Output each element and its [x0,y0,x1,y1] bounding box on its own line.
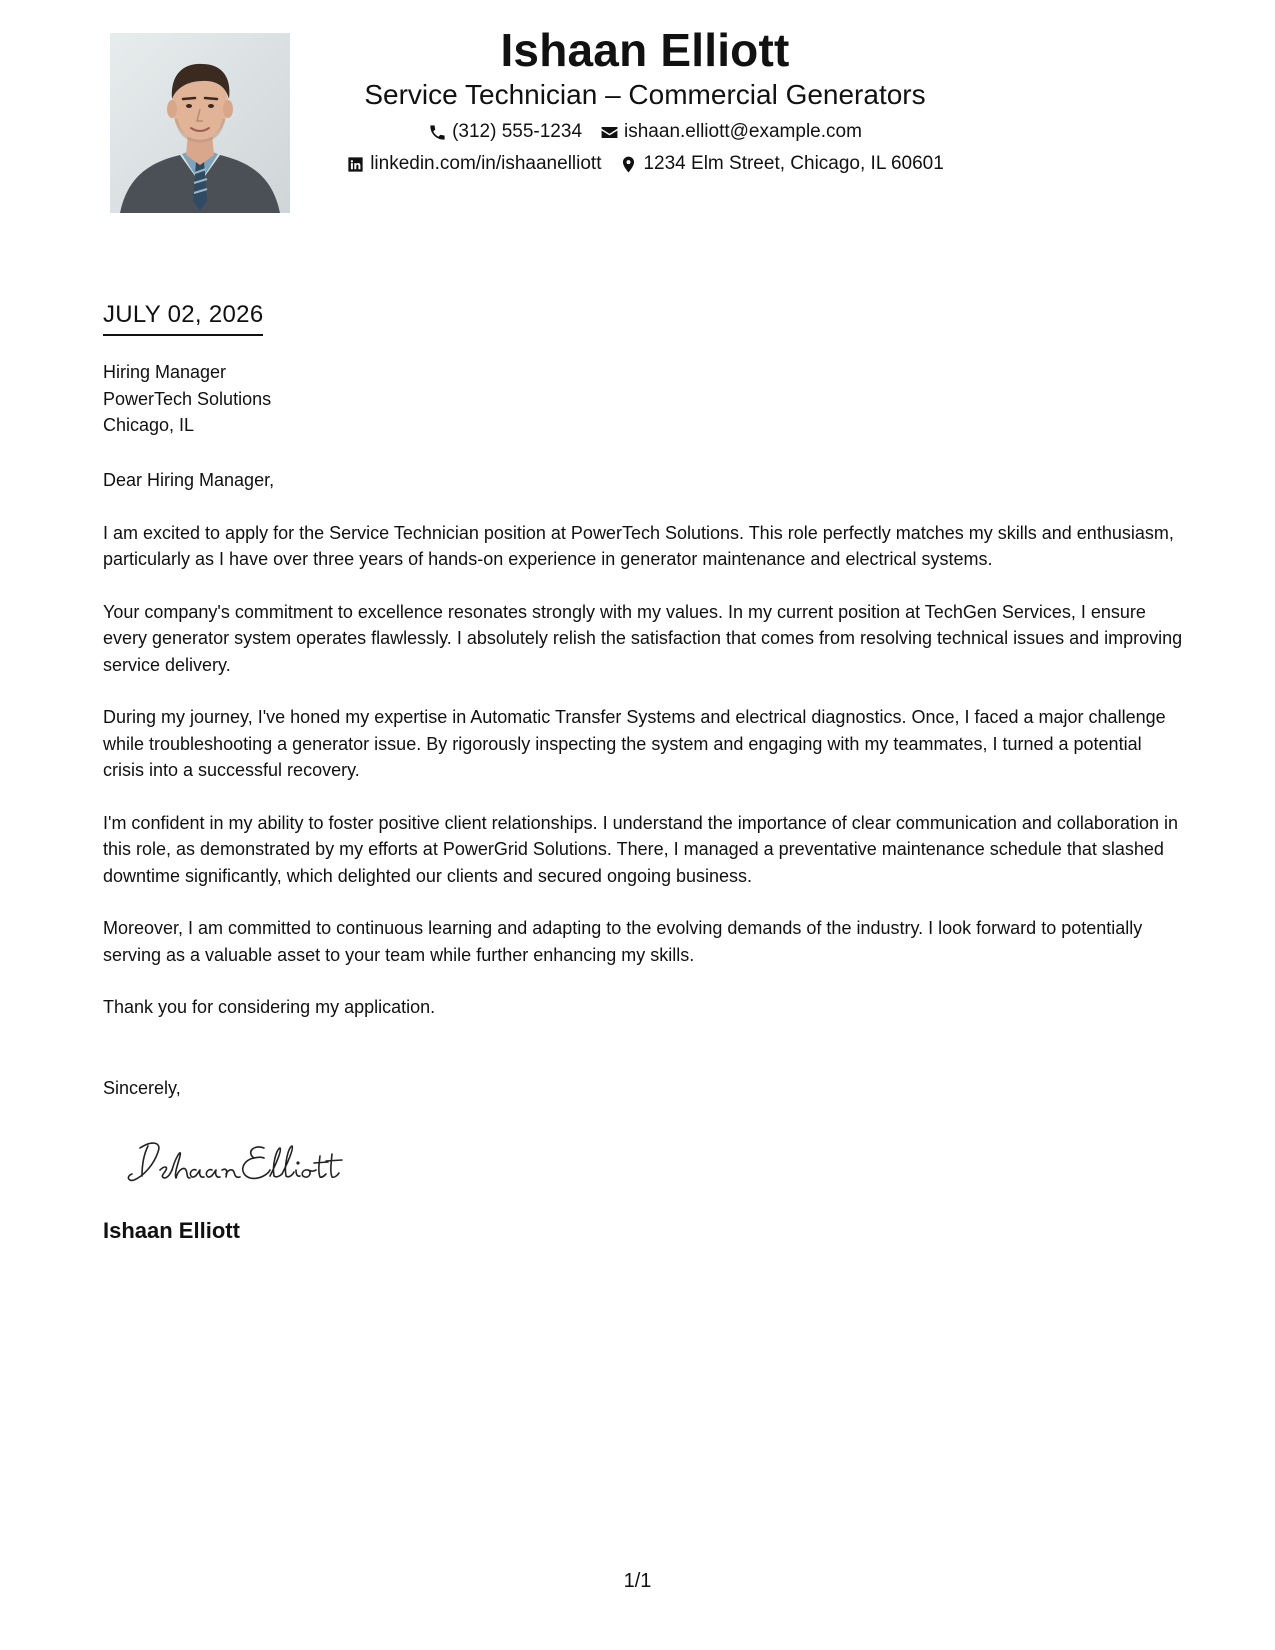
map-pin-icon [619,155,638,174]
signer-name: Ishaan Elliott [103,1218,240,1243]
body-paragraph: Moreover, I am committed to continuous learning and adapting to the evolving demands of the industry. I look forward to potentially serving as a valuable asset to your team while further enhancing my skills. [103,918,1143,965]
applicant-name: Ishaan Elliott [500,24,790,76]
body-paragraph: I am excited to apply for the Service Technician position at PowerTech Solutions. This role perfectly matches my skills and enthusiasm, particularly as I have over three years of hands-on experience in generator maintenance and electrical systems. [103,522,1174,569]
body-paragraph: Your company's commitment to excellence resonates strongly with my values. In my current position at TechGen Services, I ensure every generator system operates flawlessly. I absolutely relish the satisfaction that comes from resolving technical issues and improving service delivery. [103,601,1183,675]
address-contact [619,152,943,176]
phone-icon [428,123,447,142]
street-address: 1234 Elm Street, Chicago, IL 60601 [643,153,944,174]
header [300,22,990,176]
recipient-company: PowerTech Solutions [103,388,272,409]
body-paragraph: During my journey, I've honed my expertise in Automatic Transfer Systems and electrical diagnostics. Once, I faced a major challenge while troubleshooting a generator issue. By rigorously inspecting the system and engaging with my teammates, I turned a potential crisis into a successful recovery. [103,707,1166,780]
recipient-block [103,359,271,439]
page-number: 1/1 [623,1570,652,1592]
contact-row-2 [300,152,990,176]
thank-you-paragraph: Thank you for considering my application. [103,997,436,1017]
linkedin-url: linkedin.com/in/ishaanelliott [370,153,602,174]
contact-row-1 [300,120,990,144]
body-paragraph: I'm confident in my ability to foster positive client relationships. I understand the importance of clear communication and collaboration in this role, as demonstrated by my efforts at PowerGrid Solutions. There, I managed a preventative maintenance schedule that slashed downtime significantly, which delighted our clients and secured ongoing business. [103,812,1178,886]
recipient-title: Hiring Manager [103,362,227,382]
profile-photo [110,33,290,213]
email-contact[interactable] [600,120,862,144]
profile-photo-image [110,33,290,213]
linkedin-icon [346,155,365,174]
linkedin-contact[interactable] [346,152,601,176]
letter-date: JULY 02, 2026 [103,300,263,336]
envelope-icon [600,123,619,142]
recipient-location: Chicago, IL [103,415,195,435]
email-address: ishaan.elliott@example.com [624,121,862,142]
letter-body [103,467,1183,1047]
closing: Sincerely, [103,1078,181,1098]
salutation: Dear Hiring Manager, [103,470,275,490]
phone-number: (312) 555-1234 [452,121,583,142]
phone-contact[interactable] [428,120,582,144]
handwritten-signature [122,1130,352,1192]
job-headline: Service Technician – Commercial Generators [364,79,926,110]
